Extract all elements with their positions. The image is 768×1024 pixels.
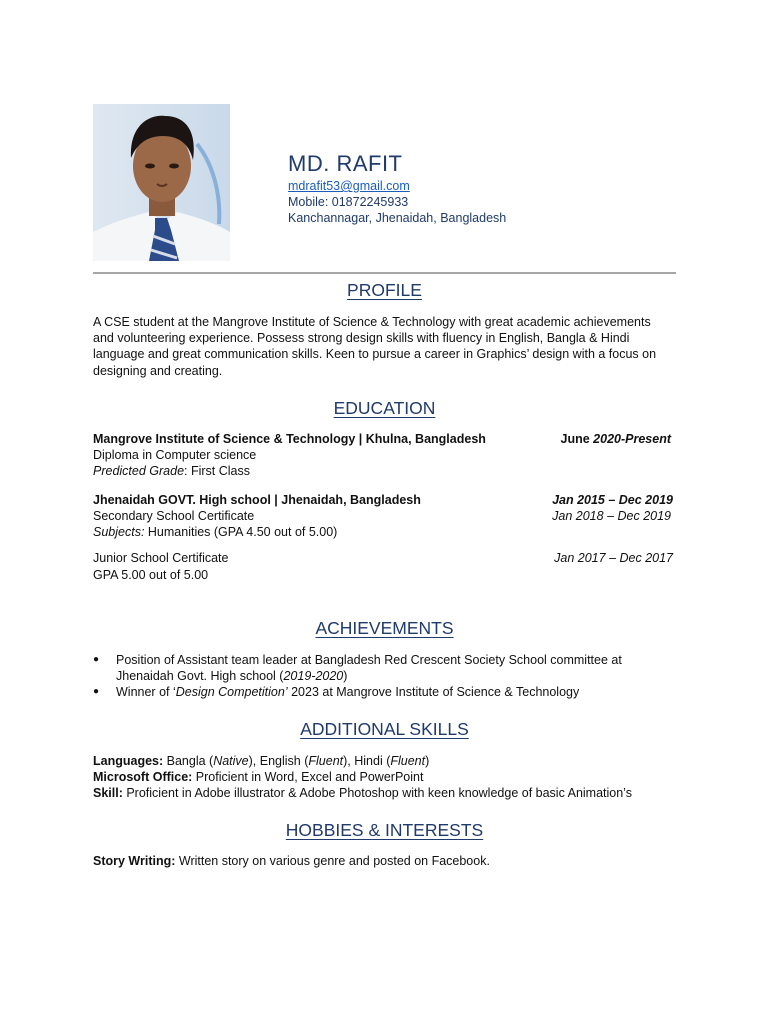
- institution-name: Jhenaidah GOVT. High school | Jhenaidah, Bangladesh: [93, 493, 421, 507]
- program-date: Jan 2017 – Dec 2017: [554, 551, 673, 565]
- list-item: [93, 684, 683, 700]
- hobby-value: Written story on various genre and posted on Facebook.: [175, 854, 490, 868]
- achievement-text-part: ): [343, 669, 348, 684]
- email-link[interactable]: mdrafit53@gmail.com: [288, 179, 410, 193]
- education-heading: EDUCATION: [333, 398, 436, 418]
- hobbies-heading: HOBBIES & INTERESTS: [285, 820, 484, 840]
- languages-line: [93, 753, 683, 769]
- skills-block: [93, 753, 683, 802]
- achievement-text-part: 2023 at Mangrove Institute of Science & Technology: [287, 685, 580, 700]
- languages-text: ), English (: [248, 754, 309, 768]
- languages-text: ): [425, 754, 430, 768]
- achievement-text-cont: [116, 668, 683, 684]
- entry-date: Jan 2015 – Dec 2019: [552, 493, 673, 507]
- profile-photo: [93, 104, 230, 261]
- grade-line: [93, 463, 250, 479]
- contact-block: [288, 150, 506, 226]
- language-level: Fluent: [308, 754, 344, 768]
- profile-line: and volunteering experience. Possess strong design skills with fluency in English, Bangla & Hindi: [93, 331, 630, 346]
- program-name: Secondary School Certificate: [93, 509, 255, 523]
- language-level: Native: [213, 754, 249, 768]
- achievement-text-part: Jhenaidah Govt. High school (: [116, 669, 284, 684]
- achievement-text-part: Winner of ‘: [116, 685, 176, 700]
- gpa-value: GPA 5.00 out of 5.00: [93, 568, 209, 582]
- achievements-list: [93, 652, 683, 701]
- mobile-number: Mobile: 01872245933: [288, 195, 409, 209]
- subjects-label: Subjects:: [93, 525, 145, 539]
- header-divider: [93, 272, 676, 274]
- achievement-years: 2019-2020: [283, 669, 344, 684]
- competition-name: Design Competition’: [175, 685, 288, 700]
- subjects-value: Humanities (GPA 4.50 out of 5.00): [144, 525, 338, 539]
- skill-value: Proficient in Adobe illustrator & Adobe Photoshop with keen knowledge of basic Animation’s: [122, 786, 632, 801]
- languages-text: ), Hindi (: [343, 754, 391, 768]
- profile-text: [93, 314, 683, 379]
- entry-date: [561, 431, 671, 447]
- date-italic: 2020-Present: [593, 432, 671, 446]
- skill-line: [93, 785, 683, 801]
- skills-heading: ADDITIONAL SKILLS: [300, 719, 469, 739]
- institution-name: Mangrove Institute of Science & Technology | Khulna, Bangladesh: [93, 432, 486, 446]
- profile-line: designing and creating.: [93, 363, 223, 378]
- achievement-text: ● Position of Assistant team leader at Bangladesh Red Crescent Society School committee at: [116, 653, 622, 667]
- office-value: Proficient in Word, Excel and PowerPoint: [192, 770, 424, 785]
- hobby-label: Story Writing:: [93, 854, 176, 868]
- languages-label: Languages:: [93, 754, 164, 768]
- grade-value: : First Class: [184, 464, 251, 478]
- profile-line: language and great communication skills. Keen to pursue a career in Graphics’ design with a focus on: [93, 347, 657, 362]
- program-name: Diploma in Computer science: [93, 448, 257, 462]
- office-label: Microsoft Office:: [93, 770, 193, 785]
- languages-text: Bangla (: [163, 754, 214, 768]
- grade-label: Predicted Grade: [93, 464, 185, 478]
- skill-label: Skill:: [93, 786, 123, 801]
- language-level: Fluent: [390, 754, 426, 768]
- program-date: Jan 2018 – Dec 2019: [552, 509, 671, 523]
- achievements-heading: ACHIEVEMENTS: [315, 618, 454, 638]
- profile-heading: PROFILE: [347, 280, 422, 300]
- address: Kanchannagar, Jhenaidah, Bangladesh: [288, 211, 507, 225]
- subjects-line: [93, 524, 337, 540]
- program-name: Junior School Certificate: [93, 551, 229, 565]
- date-prefix: June: [560, 432, 594, 446]
- portrait-image: [93, 104, 230, 261]
- list-item: [93, 652, 683, 684]
- profile-line: A CSE student at the Mangrove Institute of Science & Technology with great academic achievements: [93, 315, 651, 329]
- office-line: [93, 769, 683, 785]
- hobbies-block: [93, 853, 683, 869]
- candidate-name: MD. RAFIT: [288, 151, 403, 176]
